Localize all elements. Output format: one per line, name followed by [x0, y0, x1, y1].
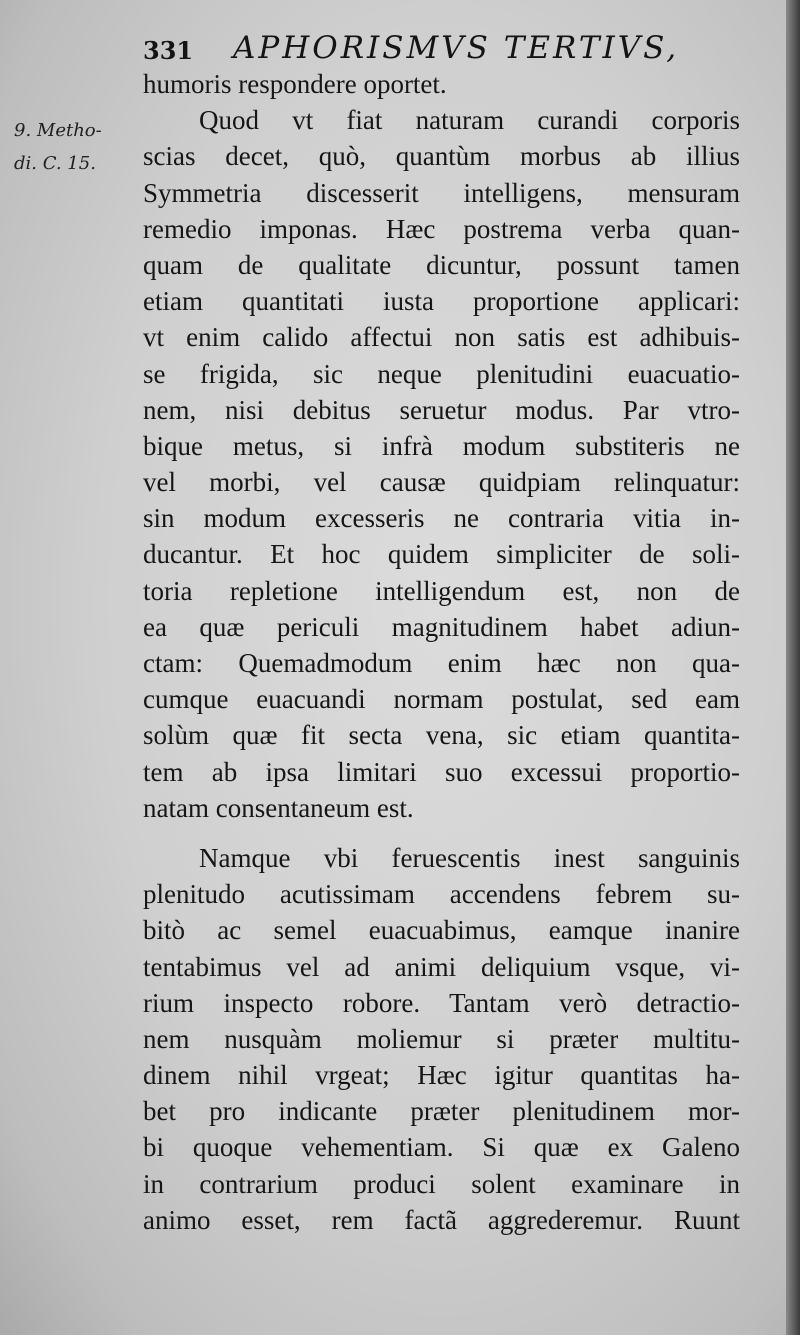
page-edge-shadow — [786, 0, 800, 1335]
body-text — [143, 66, 740, 1238]
text-line: Symmetria discesserit intelligens, mensuram — [143, 177, 740, 208]
text-line: bet pro indicante præter plenitudinem mor- — [143, 1096, 740, 1127]
text-line: tem ab ipsa limitari suo excessui proportio- — [143, 756, 740, 787]
text-line: sin modum excesseris ne contraria vitia in- — [143, 503, 740, 534]
text-line: solùm quæ fit secta vena, sic etiam quantita- — [143, 720, 740, 751]
text-line: bitò ac semel euacuabimus, eamque inanire — [143, 915, 740, 946]
text-line: remedio imponas. Hæc postrema verba quan- — [143, 213, 740, 244]
margin-note-line: 9. Metho- — [14, 120, 102, 141]
text-line: ea quæ periculi magnitudinem habet adiun- — [143, 611, 740, 642]
text-line: ctam: Quemadmodum enim hæc non qua- — [143, 648, 740, 678]
text-line: plenitudo acutissimam accendens febrem su- — [143, 879, 740, 910]
text-line: nem, nisi debitus seruetur modus. Par vtro- — [143, 394, 740, 425]
text-line: se frigida, sic neque plenitudini euacuatio- — [143, 358, 740, 389]
page-number: 331 — [143, 36, 194, 65]
running-title: APHORISMVS TERTIVS, — [233, 30, 680, 66]
text-line: bi quoque vehementiam. Si quæ ex Galeno — [143, 1132, 740, 1163]
margin-note — [14, 114, 132, 180]
page-header — [143, 30, 783, 70]
margin-note-line: di. C. 15. — [14, 153, 96, 174]
text-line: rium inspecto robore. Tantam verò detractio- — [143, 987, 740, 1018]
text-line: natam consentaneum est. — [143, 792, 414, 823]
text-line: scias decet, quò, quantùm morbus ab illius — [143, 141, 740, 172]
text-line: cumque euacuandi normam postulat, sed eam — [143, 684, 740, 715]
text-line: etiam quantitati iusta proportione applicari: — [143, 286, 740, 317]
text-line: ducantur. Et hoc quidem simpliciter de soli- — [143, 539, 740, 570]
text-line: vel morbi, vel causæ quidpiam relinquatur: — [143, 467, 740, 498]
text-line: in contrarium produci solent examinare in — [143, 1168, 740, 1199]
text-line: bique metus, si infrà modum substiteris ne — [143, 430, 740, 461]
text-line: nem nusquàm moliemur si præter multitu- — [143, 1023, 740, 1054]
text-line: vt enim calido affectui non satis est adhibuis- — [143, 322, 740, 353]
paragraph-gap — [143, 826, 740, 840]
text-line: humoris respondere oportet. — [143, 69, 447, 99]
text-line: Namque vbi feruescentis inest sanguinis — [199, 842, 740, 873]
text-line: tentabimus vel ad animi deliquium vsque, vi- — [143, 951, 740, 982]
text-line: animo esset, rem factã aggrederemur. Ruunt — [143, 1204, 740, 1235]
text-line: dinem nihil vrgeat; Hæc igitur quantitas ha- — [143, 1060, 740, 1091]
text-line: quam de qualitate dicuntur, possunt tamen — [143, 249, 740, 280]
text-line: Quod vt fiat naturam curandi corporis — [199, 105, 740, 136]
text-line: toria repletione intelligendum est, non de — [143, 575, 740, 606]
